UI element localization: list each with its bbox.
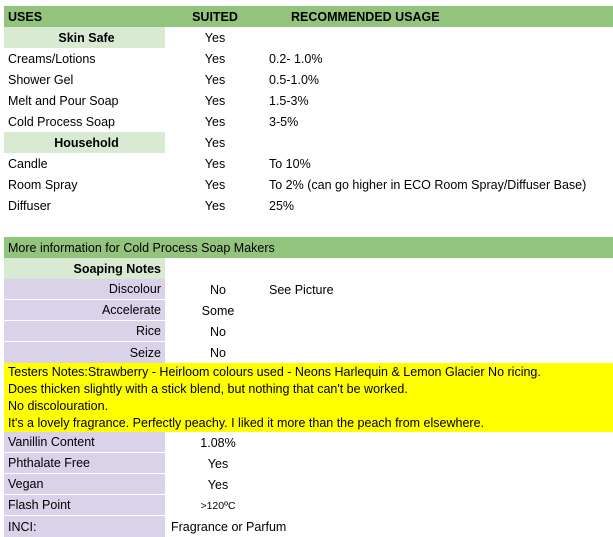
use-suited: Yes [204, 156, 226, 171]
property-value: Yes [207, 477, 229, 492]
note-value: No [210, 345, 226, 360]
uses-table-header [4, 6, 613, 27]
property-label: Flash Point [4, 495, 165, 516]
testers-note-line: It's a lovely fragrance. Perfectly peachy. I liked it more than the peach from elsewhere. [8, 416, 484, 430]
use-name: Cold Process Soap [8, 114, 116, 129]
note-value: Some [201, 303, 235, 318]
use-recommended: 0.5-1.0% [269, 72, 320, 87]
testers-note-line: Does thicken slightly with a stick blend, but nothing that can't be worked. [8, 382, 408, 396]
section-skin-safe-suited: Yes [204, 30, 226, 45]
note-label: Rice [4, 321, 165, 342]
table-row [4, 174, 613, 195]
use-name: Diffuser [8, 198, 51, 213]
testers-note-line: Testers Notes:Strawberry - Heirloom colours used - Neons Harlequin & Lemon Glacier No ricing. [8, 365, 541, 379]
property-label: INCI: [4, 516, 165, 537]
testers-notes [4, 363, 613, 432]
use-name: Room Spray [8, 177, 78, 192]
use-suited: Yes [204, 114, 226, 129]
use-suited: Yes [204, 72, 226, 87]
note-label: Discolour [4, 279, 165, 300]
note-value: No [210, 324, 226, 339]
use-suited: Yes [204, 198, 226, 213]
header-suited: SUITED [192, 9, 238, 24]
property-row [4, 453, 613, 474]
section-household-label: Household [4, 132, 165, 153]
table-row [4, 153, 613, 174]
property-row [4, 516, 613, 537]
use-name: Melt and Pour Soap [8, 93, 119, 108]
property-label: Phthalate Free [4, 453, 165, 474]
use-suited: Yes [204, 177, 226, 192]
use-recommended: To 2% (can go higher in ECO Room Spray/Diffuser Base) [269, 177, 587, 192]
use-name: Shower Gel [8, 72, 74, 87]
table-row [4, 111, 613, 132]
soaping-note-row [4, 279, 613, 300]
property-value: Yes [207, 456, 229, 471]
header-recommended-usage: RECOMMENDED USAGE [291, 9, 440, 24]
use-recommended: 0.2- 1.0% [269, 51, 323, 66]
use-recommended: 1.5-3% [269, 93, 309, 108]
use-suited: Yes [204, 51, 226, 66]
property-value: 1.08% [200, 435, 236, 450]
header-uses: USES [8, 9, 43, 24]
property-value: >120ºC [200, 499, 236, 512]
note-label: Accelerate [4, 300, 165, 321]
property-row [4, 474, 613, 495]
note-label: Seize [4, 342, 165, 363]
use-recommended: 3-5% [269, 114, 299, 129]
use-name: Creams/Lotions [8, 51, 96, 66]
soaping-notes-label: Soaping Notes [4, 258, 165, 279]
section-skin-safe-label: Skin Safe [4, 27, 165, 48]
note-value: No [210, 282, 226, 297]
use-name: Candle [8, 156, 48, 171]
section-household-row [4, 132, 613, 153]
cold-process-header [4, 237, 613, 258]
section-skin-safe-row [4, 27, 613, 48]
use-recommended: To 10% [269, 156, 311, 171]
soaping-note-row [4, 300, 613, 321]
table-row [4, 48, 613, 69]
property-row [4, 432, 613, 453]
property-row [4, 495, 613, 516]
section-household-suited: Yes [204, 135, 226, 150]
soaping-notes-row [4, 258, 613, 279]
table-row [4, 90, 613, 111]
table-row [4, 195, 613, 216]
note-extra: See Picture [269, 282, 334, 297]
soaping-note-row [4, 321, 613, 342]
cold-process-header-text: More information for Cold Process Soap Makers [8, 240, 275, 255]
use-suited: Yes [204, 93, 226, 108]
use-recommended: 25% [269, 198, 295, 213]
table-row [4, 69, 613, 90]
property-label: Vanillin Content [4, 432, 165, 453]
testers-note-line: No discolouration. [8, 399, 109, 413]
property-value: Fragrance or Parfum [171, 519, 287, 534]
soaping-note-row [4, 342, 613, 363]
property-label: Vegan [4, 474, 165, 495]
